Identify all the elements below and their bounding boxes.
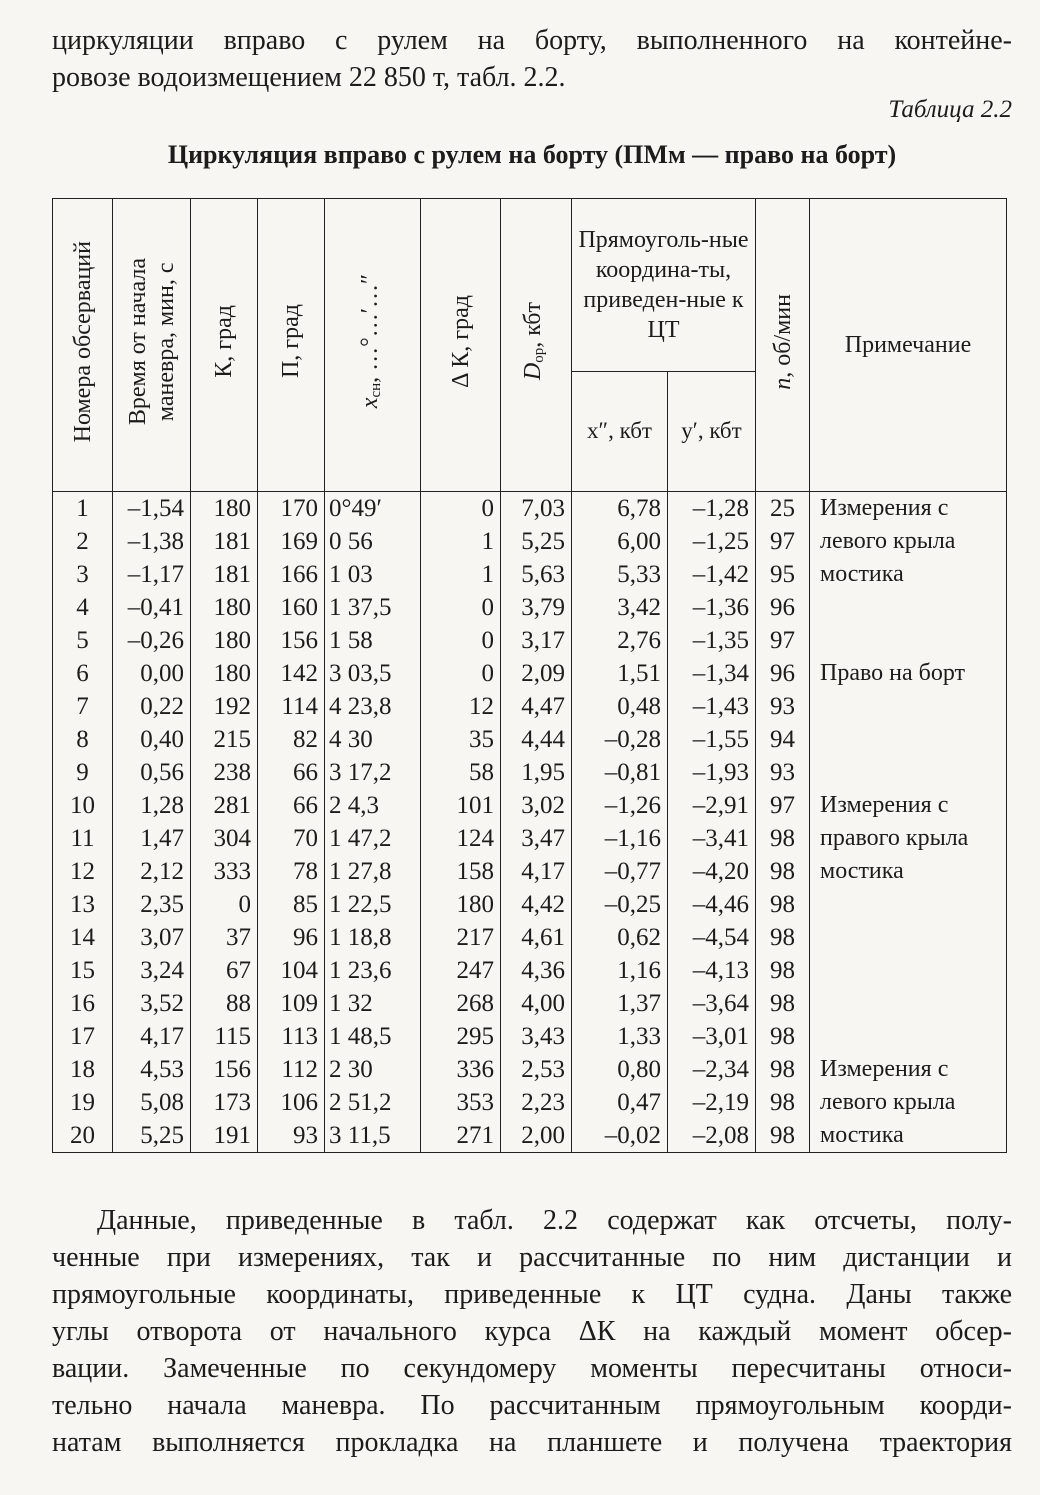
- outro-line: Данные, приведенные в табл. 2.2 содержат как отсчеты, полу-: [97, 1205, 1012, 1236]
- cell-xsn: 3 17,2: [325, 756, 421, 789]
- table-row: [53, 888, 1007, 921]
- cell-time: 3,07: [113, 921, 191, 954]
- cell-observation-number: 7: [53, 690, 113, 723]
- cell-delta-course: 58: [421, 756, 501, 789]
- cell-delta-course: 35: [421, 723, 501, 756]
- header-rect-coordinates: Прямоуголь-ные координа-ты, приведен-ные к ЦТ: [572, 199, 756, 372]
- intro-paragraph: [52, 22, 1012, 96]
- cell-xsn: 1 23,6: [325, 954, 421, 987]
- cell-observation-number: 19: [53, 1086, 113, 1119]
- cell-distance: 4,17: [501, 855, 572, 888]
- header-course: К, град: [191, 199, 258, 492]
- cell-y-coordinate: –1,28: [668, 492, 756, 526]
- table-row: [53, 1119, 1007, 1153]
- cell-time: 5,25: [113, 1119, 191, 1153]
- cell-rpm: 98: [756, 987, 810, 1020]
- cell-note: [810, 1020, 1007, 1053]
- cell-course: 173: [191, 1086, 258, 1119]
- cell-delta-course: 271: [421, 1119, 501, 1153]
- cell-bearing: 93: [258, 1119, 325, 1153]
- cell-rpm: 98: [756, 954, 810, 987]
- cell-x-coordinate: –1,26: [572, 789, 668, 822]
- table-row: [53, 624, 1007, 657]
- cell-observation-number: 17: [53, 1020, 113, 1053]
- table-row: [53, 1053, 1007, 1086]
- cell-time: –0,26: [113, 624, 191, 657]
- cell-course: 181: [191, 558, 258, 591]
- cell-course: 191: [191, 1119, 258, 1153]
- cell-time: –1,17: [113, 558, 191, 591]
- cell-rpm: 98: [756, 1086, 810, 1119]
- cell-bearing: 96: [258, 921, 325, 954]
- cell-bearing: 113: [258, 1020, 325, 1053]
- cell-observation-number: 18: [53, 1053, 113, 1086]
- cell-rpm: 93: [756, 690, 810, 723]
- cell-x-coordinate: 0,62: [572, 921, 668, 954]
- cell-bearing: 104: [258, 954, 325, 987]
- cell-bearing: 169: [258, 525, 325, 558]
- cell-observation-number: 3: [53, 558, 113, 591]
- cell-bearing: 160: [258, 591, 325, 624]
- cell-x-coordinate: 5,33: [572, 558, 668, 591]
- cell-xsn: 1 03: [325, 558, 421, 591]
- cell-bearing: 78: [258, 855, 325, 888]
- cell-bearing: 114: [258, 690, 325, 723]
- cell-bearing: 170: [258, 492, 325, 526]
- cell-delta-course: 1: [421, 558, 501, 591]
- cell-note: [810, 723, 1007, 756]
- cell-observation-number: 16: [53, 987, 113, 1020]
- cell-note: [810, 690, 1007, 723]
- cell-distance: 4,36: [501, 954, 572, 987]
- cell-xsn: 1 47,2: [325, 822, 421, 855]
- table-row: [53, 921, 1007, 954]
- cell-time: –1,54: [113, 492, 191, 526]
- cell-xsn: 1 32: [325, 987, 421, 1020]
- cell-delta-course: 268: [421, 987, 501, 1020]
- cell-time: 2,12: [113, 855, 191, 888]
- cell-y-coordinate: –1,34: [668, 657, 756, 690]
- header-time: Время от начала маневра, мин, с: [113, 199, 191, 492]
- cell-distance: 3,79: [501, 591, 572, 624]
- header-rpm: n, об/мин: [756, 199, 810, 492]
- table-row: [53, 525, 1007, 558]
- cell-observation-number: 13: [53, 888, 113, 921]
- cell-xsn: 1 22,5: [325, 888, 421, 921]
- cell-bearing: 106: [258, 1086, 325, 1119]
- cell-time: –1,38: [113, 525, 191, 558]
- cell-note: Измерения с: [810, 492, 1007, 526]
- circulation-table: [52, 198, 1007, 1153]
- table-row: [53, 723, 1007, 756]
- cell-observation-number: 11: [53, 822, 113, 855]
- cell-x-coordinate: –0,81: [572, 756, 668, 789]
- outro-line: прямоугольные координаты, приведенные к ЦТ судна. Даны также: [52, 1279, 1012, 1310]
- cell-distance: 5,63: [501, 558, 572, 591]
- cell-note: [810, 756, 1007, 789]
- cell-delta-course: 217: [421, 921, 501, 954]
- cell-bearing: 66: [258, 756, 325, 789]
- table-row: [53, 789, 1007, 822]
- cell-xsn: 3 03,5: [325, 657, 421, 690]
- table-row: [53, 987, 1007, 1020]
- cell-distance: 7,03: [501, 492, 572, 526]
- cell-course: 281: [191, 789, 258, 822]
- cell-rpm: 97: [756, 624, 810, 657]
- cell-distance: 2,53: [501, 1053, 572, 1086]
- cell-observation-number: 8: [53, 723, 113, 756]
- header-note: Примечание: [810, 199, 1007, 492]
- cell-note: мостика: [810, 855, 1007, 888]
- cell-x-coordinate: 0,48: [572, 690, 668, 723]
- cell-xsn: 4 23,8: [325, 690, 421, 723]
- outro-line: вации. Замеченные по секундомеру моменты пересчитаны относи-: [52, 1353, 1012, 1384]
- cell-xsn: 0°49′: [325, 492, 421, 526]
- cell-observation-number: 20: [53, 1119, 113, 1153]
- outro-line: натам выполняется прокладка на планшете и получена траектория: [52, 1427, 1012, 1458]
- cell-course: 215: [191, 723, 258, 756]
- cell-y-coordinate: –2,08: [668, 1119, 756, 1153]
- cell-rpm: 98: [756, 1020, 810, 1053]
- cell-course: 67: [191, 954, 258, 987]
- cell-x-coordinate: 0,80: [572, 1053, 668, 1086]
- outro-line: тельно начала маневра. По рассчитанным прямоугольным коорди-: [52, 1390, 1012, 1421]
- table-number: Таблица 2.2: [888, 96, 1012, 123]
- cell-note: [810, 954, 1007, 987]
- cell-observation-number: 1: [53, 492, 113, 526]
- cell-bearing: 142: [258, 657, 325, 690]
- cell-note: Измерения с: [810, 789, 1007, 822]
- cell-time: 4,53: [113, 1053, 191, 1086]
- cell-delta-course: 336: [421, 1053, 501, 1086]
- cell-time: 5,08: [113, 1086, 191, 1119]
- cell-x-coordinate: –0,25: [572, 888, 668, 921]
- cell-delta-course: 0: [421, 624, 501, 657]
- cell-note: [810, 888, 1007, 921]
- cell-note: [810, 624, 1007, 657]
- cell-time: 1,47: [113, 822, 191, 855]
- header-y-coordinate: y′, кбт: [668, 371, 756, 491]
- cell-delta-course: 158: [421, 855, 501, 888]
- cell-delta-course: 180: [421, 888, 501, 921]
- cell-y-coordinate: –1,25: [668, 525, 756, 558]
- cell-delta-course: 0: [421, 492, 501, 526]
- cell-observation-number: 5: [53, 624, 113, 657]
- table-row: [53, 1020, 1007, 1053]
- cell-y-coordinate: –2,91: [668, 789, 756, 822]
- cell-distance: 2,09: [501, 657, 572, 690]
- cell-rpm: 98: [756, 855, 810, 888]
- cell-delta-course: 124: [421, 822, 501, 855]
- cell-xsn: 3 11,5: [325, 1119, 421, 1153]
- cell-delta-course: 353: [421, 1086, 501, 1119]
- cell-observation-number: 6: [53, 657, 113, 690]
- cell-note: Право на борт: [810, 657, 1007, 690]
- cell-course: 192: [191, 690, 258, 723]
- table-body: [53, 492, 1007, 1153]
- cell-delta-course: 0: [421, 591, 501, 624]
- table-row: [53, 855, 1007, 888]
- cell-distance: 2,23: [501, 1086, 572, 1119]
- outro-paragraph: [52, 1202, 1012, 1461]
- cell-bearing: 112: [258, 1053, 325, 1086]
- cell-rpm: 98: [756, 822, 810, 855]
- cell-note: левого крыла: [810, 1086, 1007, 1119]
- cell-distance: 5,25: [501, 525, 572, 558]
- cell-y-coordinate: –4,46: [668, 888, 756, 921]
- cell-time: 0,40: [113, 723, 191, 756]
- cell-note: мостика: [810, 558, 1007, 591]
- cell-rpm: 98: [756, 1119, 810, 1153]
- cell-xsn: 2 30: [325, 1053, 421, 1086]
- cell-bearing: 166: [258, 558, 325, 591]
- cell-x-coordinate: –1,16: [572, 822, 668, 855]
- intro-line: ровозе водоизмещением 22 850 т, табл. 2.2.: [52, 62, 566, 93]
- cell-xsn: 2 51,2: [325, 1086, 421, 1119]
- cell-distance: 3,02: [501, 789, 572, 822]
- cell-y-coordinate: –3,64: [668, 987, 756, 1020]
- cell-xsn: 2 4,3: [325, 789, 421, 822]
- cell-rpm: 95: [756, 558, 810, 591]
- cell-x-coordinate: 6,00: [572, 525, 668, 558]
- cell-y-coordinate: –3,41: [668, 822, 756, 855]
- cell-xsn: 1 58: [325, 624, 421, 657]
- header-xsn: $x_{сн}$, …°…′…″: [325, 199, 421, 492]
- cell-rpm: 94: [756, 723, 810, 756]
- table-row: [53, 1086, 1007, 1119]
- table-row: [53, 954, 1007, 987]
- cell-distance: 3,17: [501, 624, 572, 657]
- cell-course: 115: [191, 1020, 258, 1053]
- cell-course: 180: [191, 657, 258, 690]
- cell-y-coordinate: –1,36: [668, 591, 756, 624]
- cell-delta-course: 295: [421, 1020, 501, 1053]
- table-row: [53, 690, 1007, 723]
- table-row: [53, 591, 1007, 624]
- cell-y-coordinate: –4,54: [668, 921, 756, 954]
- cell-note: правого крыла: [810, 822, 1007, 855]
- header-delta-course: Δ К, град: [421, 199, 501, 492]
- table-row: [53, 822, 1007, 855]
- cell-course: 180: [191, 591, 258, 624]
- cell-x-coordinate: 0,47: [572, 1086, 668, 1119]
- cell-y-coordinate: –1,35: [668, 624, 756, 657]
- cell-distance: 1,95: [501, 756, 572, 789]
- cell-y-coordinate: –1,93: [668, 756, 756, 789]
- cell-course: 238: [191, 756, 258, 789]
- cell-rpm: 96: [756, 591, 810, 624]
- cell-distance: 3,47: [501, 822, 572, 855]
- cell-x-coordinate: 3,42: [572, 591, 668, 624]
- cell-x-coordinate: 1,16: [572, 954, 668, 987]
- cell-observation-number: 4: [53, 591, 113, 624]
- cell-time: 0,22: [113, 690, 191, 723]
- cell-distance: 4,61: [501, 921, 572, 954]
- cell-observation-number: 9: [53, 756, 113, 789]
- cell-bearing: 156: [258, 624, 325, 657]
- cell-distance: 4,00: [501, 987, 572, 1020]
- cell-y-coordinate: –2,19: [668, 1086, 756, 1119]
- cell-course: 180: [191, 624, 258, 657]
- cell-distance: 2,00: [501, 1119, 572, 1153]
- cell-note: левого крыла: [810, 525, 1007, 558]
- cell-xsn: 1 37,5: [325, 591, 421, 624]
- cell-bearing: 109: [258, 987, 325, 1020]
- cell-y-coordinate: –1,43: [668, 690, 756, 723]
- header-x-coordinate: x″, кбт: [572, 371, 668, 491]
- cell-rpm: 96: [756, 657, 810, 690]
- cell-observation-number: 15: [53, 954, 113, 987]
- cell-time: 4,17: [113, 1020, 191, 1053]
- cell-y-coordinate: –4,13: [668, 954, 756, 987]
- cell-time: 0,00: [113, 657, 191, 690]
- cell-x-coordinate: –0,28: [572, 723, 668, 756]
- cell-distance: 4,47: [501, 690, 572, 723]
- cell-rpm: 97: [756, 789, 810, 822]
- cell-xsn: 4 30: [325, 723, 421, 756]
- cell-time: –0,41: [113, 591, 191, 624]
- cell-note: [810, 987, 1007, 1020]
- cell-course: 181: [191, 525, 258, 558]
- table-row: [53, 492, 1007, 526]
- cell-course: 333: [191, 855, 258, 888]
- cell-bearing: 82: [258, 723, 325, 756]
- outro-line: ченные при измерениях, так и рассчитанные по ним дистанции и: [52, 1242, 1012, 1273]
- cell-course: 304: [191, 822, 258, 855]
- cell-time: 3,52: [113, 987, 191, 1020]
- table-title: Циркуляция вправо с рулем на борту (ПМм — право на борт): [167, 140, 897, 169]
- cell-distance: 4,42: [501, 888, 572, 921]
- cell-rpm: 97: [756, 525, 810, 558]
- cell-y-coordinate: –1,42: [668, 558, 756, 591]
- cell-time: 3,24: [113, 954, 191, 987]
- cell-y-coordinate: –3,01: [668, 1020, 756, 1053]
- cell-bearing: 70: [258, 822, 325, 855]
- cell-bearing: 66: [258, 789, 325, 822]
- cell-note: мостика: [810, 1119, 1007, 1153]
- cell-delta-course: 1: [421, 525, 501, 558]
- cell-xsn: 1 27,8: [325, 855, 421, 888]
- cell-course: 156: [191, 1053, 258, 1086]
- cell-x-coordinate: –0,77: [572, 855, 668, 888]
- cell-y-coordinate: –1,55: [668, 723, 756, 756]
- table-row: [53, 558, 1007, 591]
- cell-rpm: 98: [756, 888, 810, 921]
- cell-time: 2,35: [113, 888, 191, 921]
- header-distance: $D_{ор}$, кбт: [501, 199, 572, 492]
- table-row: [53, 657, 1007, 690]
- cell-time: 0,56: [113, 756, 191, 789]
- cell-delta-course: 12: [421, 690, 501, 723]
- cell-observation-number: 10: [53, 789, 113, 822]
- cell-note: [810, 591, 1007, 624]
- header-observation-number: Номера обсерваций: [53, 199, 113, 492]
- cell-x-coordinate: 2,76: [572, 624, 668, 657]
- table-row: [53, 756, 1007, 789]
- cell-x-coordinate: 1,51: [572, 657, 668, 690]
- cell-note: Измерения с: [810, 1053, 1007, 1086]
- cell-x-coordinate: 1,37: [572, 987, 668, 1020]
- cell-note: [810, 921, 1007, 954]
- cell-delta-course: 0: [421, 657, 501, 690]
- intro-line: циркуляции вправо с рулем на борту, выполненного на контейне-: [52, 25, 1012, 56]
- cell-xsn: 0 56: [325, 525, 421, 558]
- cell-bearing: 85: [258, 888, 325, 921]
- cell-xsn: 1 48,5: [325, 1020, 421, 1053]
- cell-observation-number: 2: [53, 525, 113, 558]
- cell-distance: 3,43: [501, 1020, 572, 1053]
- cell-delta-course: 101: [421, 789, 501, 822]
- cell-observation-number: 12: [53, 855, 113, 888]
- cell-course: 0: [191, 888, 258, 921]
- cell-x-coordinate: 6,78: [572, 492, 668, 526]
- cell-x-coordinate: 1,33: [572, 1020, 668, 1053]
- cell-time: 1,28: [113, 789, 191, 822]
- cell-y-coordinate: –4,20: [668, 855, 756, 888]
- cell-rpm: 98: [756, 921, 810, 954]
- cell-rpm: 25: [756, 492, 810, 526]
- cell-observation-number: 14: [53, 921, 113, 954]
- cell-rpm: 93: [756, 756, 810, 789]
- outro-line: углы отворота от начального курса ΔК на каждый момент обсер-: [52, 1316, 1012, 1347]
- cell-course: 37: [191, 921, 258, 954]
- cell-distance: 4,44: [501, 723, 572, 756]
- cell-delta-course: 247: [421, 954, 501, 987]
- cell-rpm: 98: [756, 1053, 810, 1086]
- cell-x-coordinate: –0,02: [572, 1119, 668, 1153]
- header-bearing: П, град: [258, 199, 325, 492]
- cell-course: 88: [191, 987, 258, 1020]
- cell-course: 180: [191, 492, 258, 526]
- cell-xsn: 1 18,8: [325, 921, 421, 954]
- cell-y-coordinate: –2,34: [668, 1053, 756, 1086]
